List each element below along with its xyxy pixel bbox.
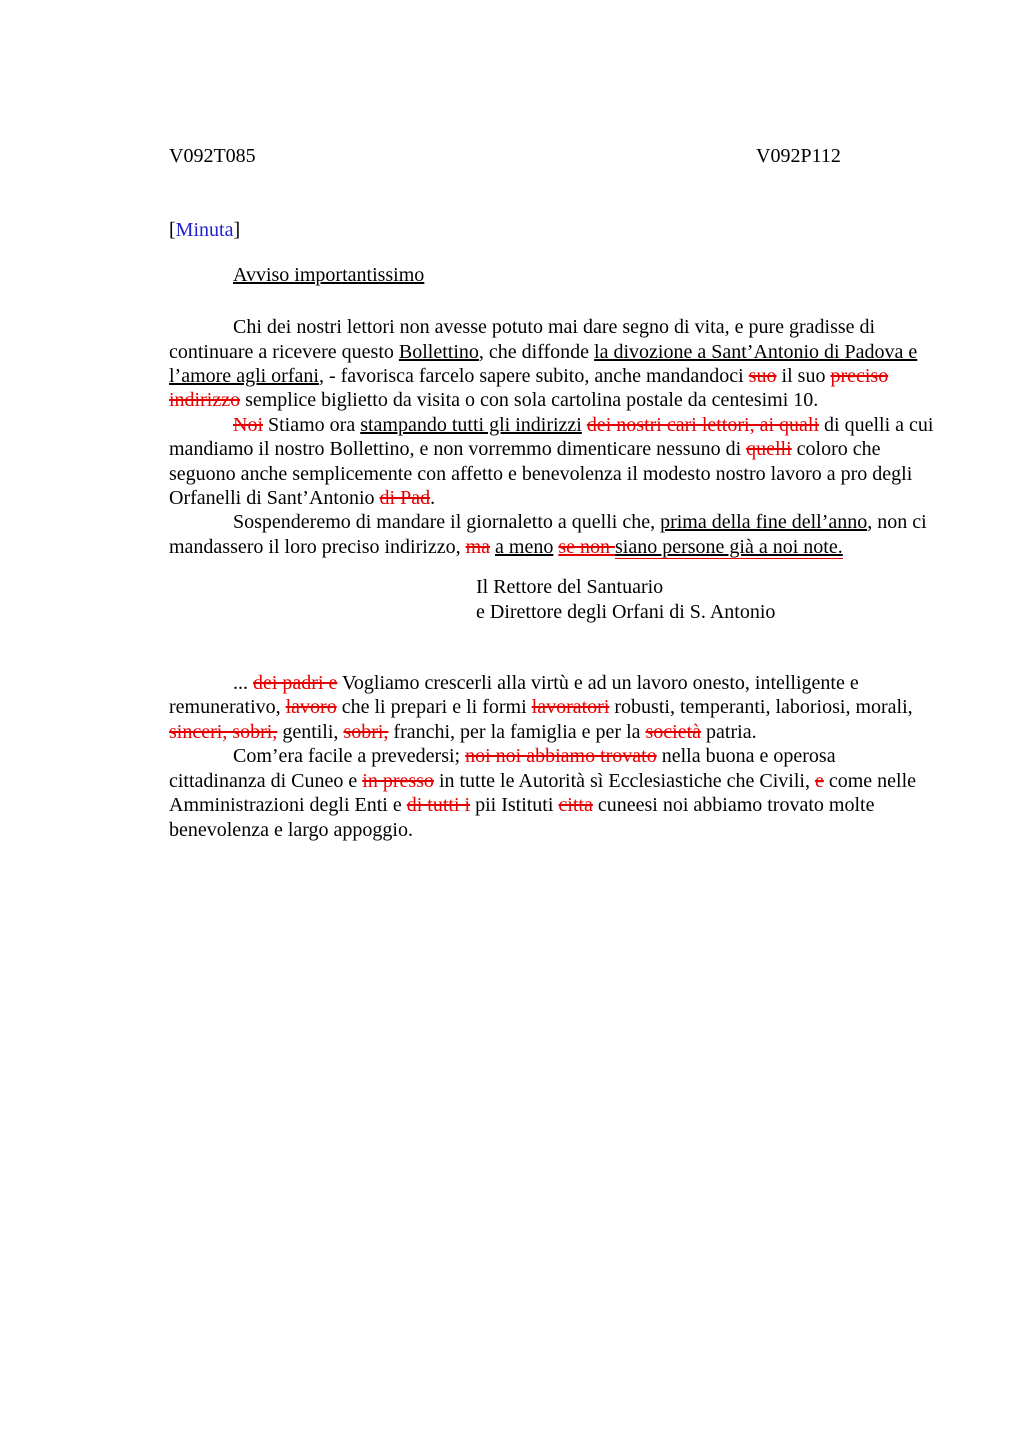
text-run-s: ma	[465, 535, 491, 558]
text-run-su: se non	[558, 535, 616, 558]
text-run-u: prima della fine dell’anno	[660, 511, 868, 534]
text-run-s: e	[814, 769, 824, 792]
paragraph-2	[169, 413, 935, 511]
text-run-n: Sospenderemo di mandare il giornaletto a quelli che,	[233, 511, 661, 534]
text-run-n: nella buona e operosa cittadinanza di Cuneo e	[169, 745, 836, 792]
text-run-n: Vogliamo crescerli alla virtù e ad un lavoro onesto, intelligente e remunerativo,	[169, 672, 859, 719]
text-run-s: dei nostri cari lettori, ai quali	[586, 413, 820, 436]
text-run-n: Stiamo ora	[263, 413, 361, 436]
paragraph-1	[169, 315, 935, 413]
document-header	[169, 144, 935, 168]
text-run-s: di Pad	[379, 487, 431, 510]
text-run-n: robusti, temperanti, laboriosi, morali,	[609, 696, 913, 719]
text-run-s: dei padri e	[253, 672, 338, 695]
document-title	[233, 263, 935, 287]
text-run-n: semplice biglietto da visita o con sola cartolina postale da centesimi 10.	[240, 389, 819, 412]
text-run-s: suo	[748, 365, 777, 388]
paragraph-5	[169, 744, 935, 842]
signature-block	[169, 575, 935, 624]
text-run-n: ...	[233, 672, 253, 695]
text-run-s: sinceri, sobri,	[169, 720, 278, 743]
header-code-right: V092P112	[756, 145, 841, 167]
header-code-left: V092T085	[169, 145, 256, 167]
text-run-n: coloro che seguono anche semplicemente con affetto e benevolenza il modesto nostro lavoro a pro degli Orfanelli di Sant’Antonio	[169, 438, 913, 510]
text-run-n: Chi dei nostri lettori non avesse potuto mai dare segno di vita, e pure gradisse di continuare a ricevere questo	[169, 316, 876, 363]
text-run-n: gentili,	[277, 720, 344, 743]
text-run-n: franchi, per la famiglia e per la	[388, 720, 646, 743]
paragraph-4	[169, 671, 935, 744]
text-run-u: stampando tutti gli indirizzi	[360, 413, 582, 436]
text-run-u: la divozione a Sant’Antonio di Padova e l’amore agli orfani	[169, 340, 918, 388]
text-run-s: lavoratori	[531, 696, 610, 719]
text-run-u: Bollettino	[398, 340, 479, 363]
text-run-n: pii Istituti	[470, 794, 559, 817]
text-run-n: , non ci mandassero il loro preciso indirizzo,	[169, 511, 927, 558]
text-run-s: società	[645, 720, 702, 743]
text-run-n: che li prepari e li formi	[336, 696, 532, 719]
text-run-n: patria.	[701, 720, 757, 743]
text-run-n: come nelle Amministrazioni degli Enti e	[169, 769, 917, 817]
text-run-n: di quelli a cui mandiamo il nostro Bollettino, e non vorremmo dimenticare nessuno di	[169, 413, 934, 461]
text-run-s: lavoro	[285, 696, 337, 719]
text-run-n: Com’era facile a prevedersi;	[233, 745, 466, 768]
text-run-s: preciso indirizzo	[169, 365, 889, 412]
text-run-s: citta	[558, 794, 593, 817]
text-run-s: noi noi abbiamo trovato	[465, 745, 657, 768]
text-run-n: , - favorisca farcelo sapere subito, anche mandandoci	[318, 365, 749, 388]
text-run-s: sobri,	[343, 720, 389, 743]
text-run-s: quelli	[746, 438, 792, 461]
signature-line-1: Il Rettore del Santuario	[476, 576, 664, 599]
paragraph-3	[169, 510, 935, 559]
minuta-bracket-open: [	[169, 219, 176, 242]
minuta-bracket-close: ]	[233, 219, 241, 242]
minuta-note	[169, 218, 935, 242]
signature-line-2: e Direttore degli Orfani di S. Antonio	[476, 600, 776, 623]
text-run-uu: siano persone già a noi note.	[615, 535, 843, 558]
document-title-text: Avviso importantissimo	[233, 263, 425, 286]
text-run-n: .	[430, 487, 436, 510]
text-run-n: il suo	[776, 365, 831, 388]
text-run-n: cuneesi noi abbiamo trovato molte benevolenza e largo appoggio.	[169, 794, 875, 841]
minuta-label: Minuta	[175, 219, 234, 242]
text-run-n: in tutte le Autorità sì Ecclesiastiche che Civili,	[433, 769, 815, 792]
text-run-s: di tutti i	[406, 794, 471, 817]
text-run-s: Noi	[233, 413, 263, 436]
text-run-n: , che diffonde	[478, 340, 595, 363]
text-run-u: a meno	[495, 535, 554, 558]
text-run-s: in presso	[362, 769, 434, 792]
